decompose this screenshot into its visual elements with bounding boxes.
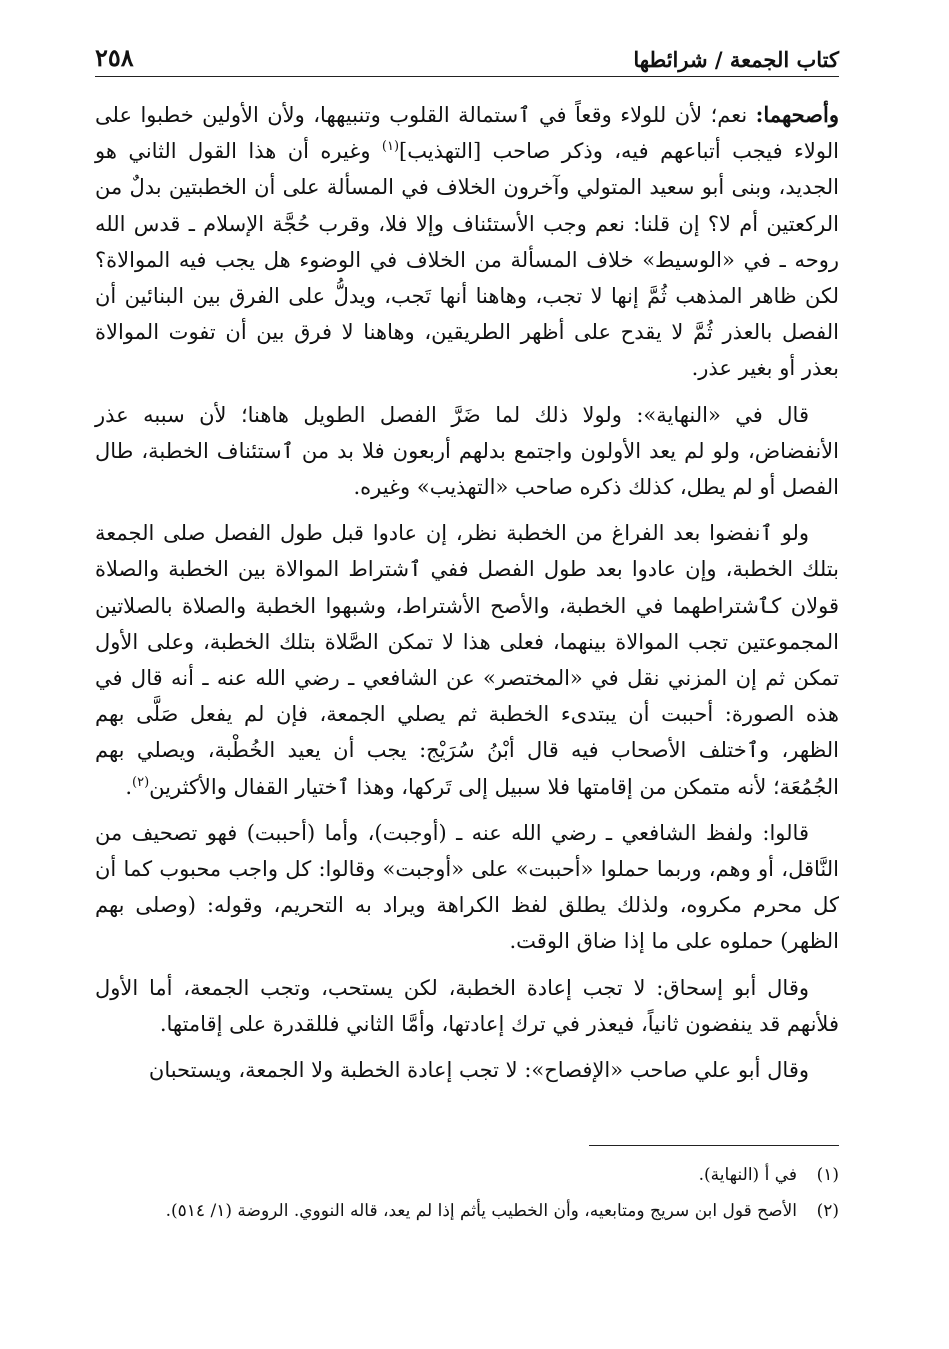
paragraph-4 — [95, 815, 839, 960]
paragraph-text: قالوا: ولفظ الشافعي ـ رضي الله عنه ـ (أوجبت)، وأما (أحببت) فهو تصحيف من النَّاقل، أو وهم، وربما حملوا «أحببت» على «أوجبت» وقالوا: كل واجب محبوب كما أن كل محرم مكروه، ولذلك يطلق لفظ الكراهة ويراد به التحريم، وقوله: (وصلى بهم الظهر) حملوه على ما إذا ضاق الوقت. — [95, 820, 839, 954]
paragraph-lead: وأصحهما: — [755, 102, 839, 127]
footnote-text: في أ (النهاية). — [698, 1165, 797, 1185]
paragraph-5 — [95, 970, 839, 1042]
footnote-number: (٢) — [816, 1201, 839, 1221]
main-text — [95, 97, 839, 1088]
footnote-divider — [589, 1145, 839, 1146]
footnote-2 — [95, 1196, 839, 1226]
paragraph-text: قال في «النهاية»: ولولا ذلك لما ضَرَّ الفصل الطويل هاهنا؛ لأن سببه عذر الأنفضاض، ولو لم يعد الأولون واجتمع بدلهم أربعون فلا بد من ٱستئناف الخطبة، طال الفصل أو لم يطل، كذلك ذكره صاحب «التهذيب» وغيره. — [95, 402, 839, 500]
paragraph-text-cont: وغيره أن هذا القول الثاني هو الجديد، وبنى أبو سعيد المتولي وآخرون الخلاف في المسألة على أن الخطبتين بدلٌ من الركعتين أم لا؟ إن قلنا: نعم وجب الأستئناف وإلا فلا، وقرب حُجَّة الإسلام ـ قدس الله روحه ـ في «الوسيط» خلاف المسألة من الخلاف في الوضوء هل يجب فيه الموالاة؟ لكن ظاهر المذهب ثُمَّ إنها لا تجب، وهاهنا أنها تَجب، ويدلُّ على الفرق بين البنائين أن الفصل بالعذر ثُمَّ لا يقدح على أظهر الطريقين، وهاهنا لا فرق بين أن تفوت الموالاة بعذر أو بغير عذر. — [95, 139, 839, 381]
running-header — [95, 38, 839, 77]
paragraph-text: نعم؛ لأن للولاء وقعاً في ٱستمالة القلوب وتنبيهها، ولأن الأولين خطبوا على الولاء فيجب أتباعهم فيه، وذكر صاحب [التهذيب] — [95, 103, 839, 164]
page-number: ٢٥٨ — [95, 43, 134, 72]
footnote-ref-2[interactable]: (٢) — [132, 774, 150, 790]
running-title: كتاب الجمعة / شرائطها — [633, 47, 839, 72]
footnote-1 — [95, 1160, 839, 1190]
paragraph-2 — [95, 397, 839, 506]
paragraph-text-cont: . — [125, 774, 133, 799]
footnote-number: (١) — [816, 1165, 839, 1185]
footnote-ref-1[interactable]: (١) — [381, 139, 400, 155]
paragraph-1 — [95, 97, 839, 387]
paragraph-6 — [95, 1052, 839, 1088]
paragraph-text: ولو ٱنفضوا بعد الفراغ من الخطبة نظر، إن عادوا قبل طول الفصل صلى الجمعة بتلك الخطبة، وإن عادوا بعد طول الفصل ففي ٱشتراط الموالاة بين الخطبة والصلاة قولان كٱشتراطهما في الخطبة، والأصح الأشتراط، وشبهوا الخطبة والصلاة بالصلاتين المجموعتين تجب الموالاة بينهما، فعلى هذا لا تمكن الصَّلاة بتلك الخطبة، وعلى الأول تمكن ثم إن المزني نقل في «المختصر» عن الشافعي ـ رضي الله عنه ـ أنه قال في هذه الصورة: أحببت أن يبتدىء الخطبة ثم يصلي الجمعة، فإن لم يفعل صَلَّى بهم الظهر، وٱختلف الأصحاب فيه قال أبْنُ سُرَيْج: يجب أن يعيد الخُطْبة، ويصلي بهم الجُمُعَة؛ لأنه متمكن من إقامتها فلا سبيل إلى تَركها، وهذا ٱختيار القفال والأكثرين — [95, 521, 839, 799]
footnotes — [95, 1145, 839, 1232]
footnote-text: الأصح قول ابن سريج ومتابعيه، وأن الخطيب يأثم إذا لم يعد، قاله النووي. الروضة (١/ ٥١٤). — [165, 1201, 797, 1221]
paragraph-text: وقال أبو إسحاق: لا تجب إعادة الخطبة، لكن يستحب، وتجب الجمعة، أما الأول فلأنهم قد ينفضون ثانياً، فيعذر في ترك إعادتها، وأمَّا الثاني فللقدرة على إقامتها. — [95, 975, 839, 1036]
paragraph-text: وقال أبو علي صاحب «الإفصاح»: لا تجب إعادة الخطبة ولا الجمعة، ويستحبان — [148, 1058, 809, 1083]
paragraph-3 — [95, 515, 839, 805]
